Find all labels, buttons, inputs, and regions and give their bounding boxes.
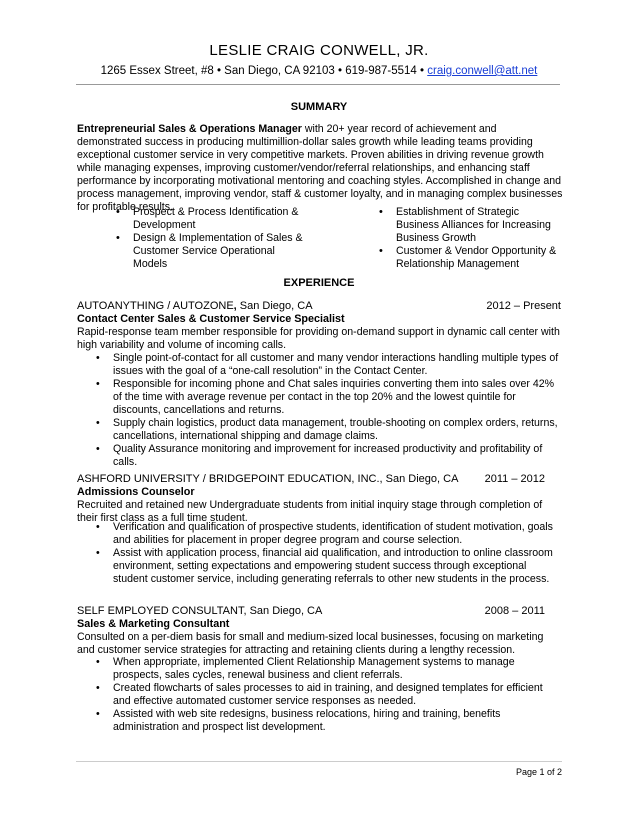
footer-divider — [76, 761, 562, 762]
skills-right-column — [379, 206, 564, 271]
skill-item: • Establishment of Strategic Business Alliances for Increasing Business Growth — [379, 206, 564, 245]
job-entry-autoanything — [77, 300, 561, 352]
job-role: Contact Center Sales & Customer Service Specialist — [77, 313, 345, 325]
job-employer: AUTOANYTHING / AUTOZONE — [77, 300, 234, 312]
job-bullets-self-employed — [96, 656, 562, 734]
summary-lead: Entrepreneurial Sales & Operations Manager — [77, 123, 302, 135]
contact-line — [0, 65, 638, 77]
job-bullet: • Assist with application process, financial aid qualification, and introduction to online classroom environment, setting expectations and empowering student success through exceptional student customer service, including generating referrals to other new students in the process. — [96, 547, 562, 586]
skill-item: • Customer & Vendor Opportunity & Relationship Management — [379, 245, 564, 271]
job-description: Rapid-response team member responsible for providing on-demand support in dynamic call center with high variability and volume of incoming calls. — [77, 326, 560, 351]
job-employer: SELF EMPLOYED CONSULTANT, San Diego, CA — [77, 605, 323, 617]
summary-heading: SUMMARY — [290, 101, 348, 113]
job-dates: 2012 – Present — [486, 300, 561, 312]
job-bullet: • Responsible for incoming phone and Chat sales inquiries converting them into sales over 42% of the time with average revenue per contact in the top 20% and the lowest quintile for discounts, cancellations and returns. — [96, 378, 562, 417]
job-role: Admissions Counselor — [77, 486, 195, 498]
job-employer: ASHFORD UNIVERSITY / BRIDGEPOINT EDUCATION, INC., San Diego, CA — [77, 473, 459, 485]
experience-heading: EXPERIENCE — [283, 277, 355, 289]
job-bullet: • Verification and qualification of prospective students, identification of student motivation, goals and abilities for placement in proper degree program and course selection. — [96, 521, 562, 547]
job-location: San Diego, CA — [236, 300, 313, 312]
page-number: Page 1 of 2 — [515, 767, 562, 777]
job-dates: 2008 – 2011 — [484, 605, 545, 617]
job-bullet: • Created flowcharts of sales processes to aid in training, and designed templates for efficient and effective automated customer service responses as needed. — [96, 682, 562, 708]
skill-item: • Prospect & Process Identification & Development — [116, 206, 306, 232]
job-description: Consulted on a per-diem basis for small and medium-sized local businesses, focusing on marketing and customer service strategies for attracting and retaining clients during a lengthy recession. — [77, 631, 544, 656]
skill-item: • Design & Implementation of Sales & Customer Service Operational Models — [116, 232, 306, 271]
skills-left-column — [116, 206, 306, 271]
job-entry-ashford — [77, 473, 561, 525]
job-bullets-ashford — [96, 521, 562, 586]
job-bullet: • Supply chain logistics, product data management, trouble-shooting on complex orders, returns, cancellations, international shipping and damage claims. — [96, 417, 562, 443]
email-link[interactable]: craig.conwell@att.net — [427, 65, 538, 77]
summary-paragraph — [77, 123, 563, 214]
job-bullet: • Quality Assurance monitoring and improvement for increased productivity and profitability of calls. — [96, 443, 562, 469]
job-description: Recruited and retained new Undergraduate students from initial inquiry stage through completion of their first class as a full time student. — [77, 499, 543, 524]
summary-body: with 20+ year record of achievement and demonstrated success in producing multimillion-dollar sales growth while leading teams providing exceptional customer service in very competitive markets. Proven abilities in driving revenue growth while managing expenses, improving customer/vendor/referral relationships, and enhancing staff performance by incorporating motivational mentoring and coaching styles. Accomplished in change and process management, improving vendor, staff & customer loyalty, and in managing complex businesses for profitable results. — [77, 123, 563, 213]
contact-details: 1265 Essex Street, #8 • San Diego, CA 92103 • 619-987-5514 • — [100, 65, 428, 77]
job-bullets-autoanything — [96, 352, 562, 469]
job-role: Sales & Marketing Consultant — [77, 618, 230, 630]
job-dates: 2011 – 2012 — [484, 473, 545, 485]
job-bullet: • When appropriate, implemented Client Relationship Management systems to manage prospects, sales cycles, renewal business and client referrals. — [96, 656, 562, 682]
job-location-comma: , — [233, 300, 237, 312]
job-entry-self-employed — [77, 605, 561, 657]
header-divider — [76, 84, 560, 85]
candidate-name: LESLIE CRAIG CONWELL, JR. — [209, 42, 429, 59]
job-bullet: • Single point-of-contact for all customer and many vendor interactions handling multiple types of issues with the goal of a “one-call resolution” in the Contact Center. — [96, 352, 562, 378]
job-bullet: • Assisted with web site redesigns, business relocations, hiring and training, benefits administration and prospect list development. — [96, 708, 562, 734]
